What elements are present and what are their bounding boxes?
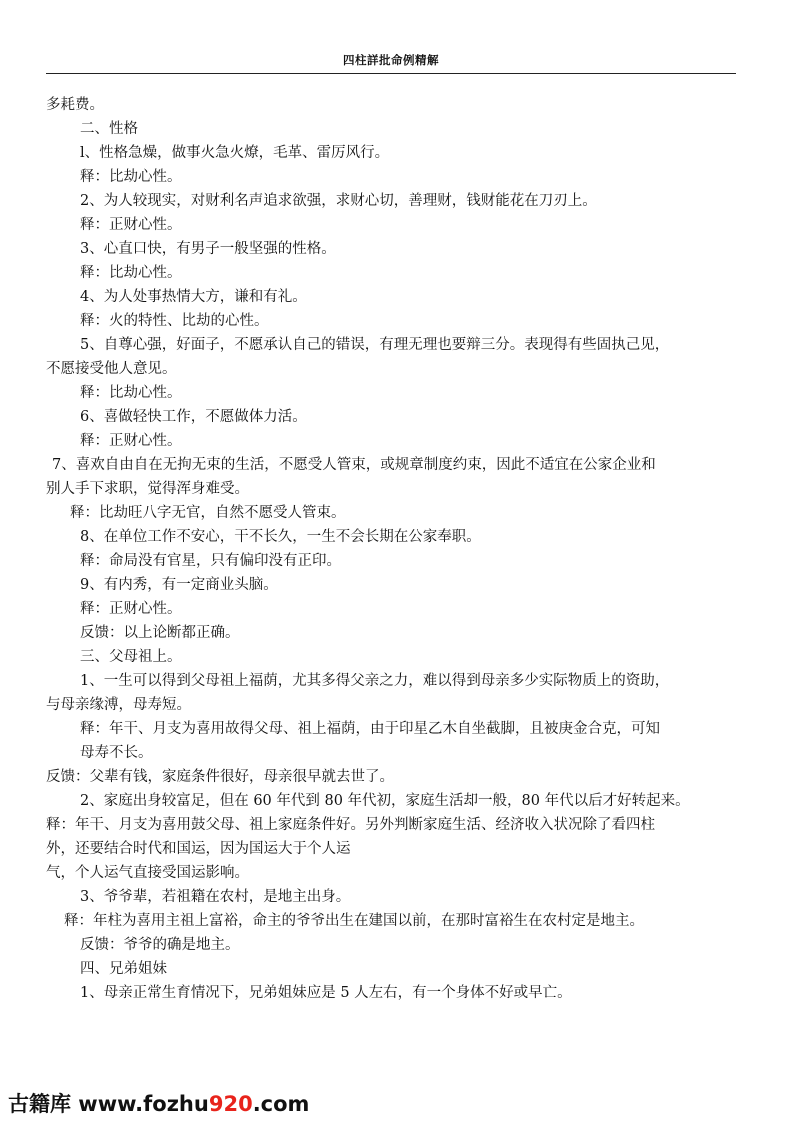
- text-line: 释：正财心性。: [80, 433, 182, 449]
- text-line: 1、一生可以得到父母祖上福荫，尤其多得父亲之力，难以得到母亲多少实际物质上的资助，: [80, 673, 670, 689]
- text-line: 多耗费。: [46, 97, 104, 113]
- text-line: 与母亲缘溥，母寿短。: [46, 697, 191, 713]
- site-watermark: [8, 1088, 308, 1122]
- text-line: 2、为人较现实，对财利名声追求欲强，求财心切，善理财，钱财能花在刀刃上。: [80, 193, 597, 209]
- text-line: 释：比劫心性。: [80, 169, 182, 185]
- text-line: l、性格急燥，做事火急火燎，毛革、雷厉风行。: [80, 145, 390, 161]
- text-line: 反馈：父辈有钱，家庭条件很好，母亲很早就去世了。: [46, 769, 394, 785]
- text-line: 四、兄弟姐妹: [80, 961, 167, 977]
- text-line: 释：比劫心性。: [80, 385, 182, 401]
- text-line: 3、心直口快，有男子一般坚强的性格。: [80, 241, 336, 257]
- text-line: 4、为人处事热情大方，谦和有礼。: [80, 289, 307, 305]
- document-body: [46, 93, 736, 1005]
- text-line: 6、喜做轻快工作，不愿做体力活。: [80, 409, 307, 425]
- text-line: 气，个人运气直接受国运影响。: [46, 865, 249, 881]
- text-line: 7、喜欢自由自在无拘无束的生活，不愿受人管束，或规章制度约束，因此不适宜在公家企业和: [52, 457, 656, 473]
- text-line: 释：正财心性。: [80, 217, 182, 233]
- text-line: 释：比劫旺八字无官，自然不愿受人管束。: [70, 505, 346, 521]
- text-line: 三、父母祖上。: [80, 649, 182, 665]
- watermark-brand: 古籍库: [8, 1092, 71, 1116]
- text-line: 释：年柱为喜用主祖上富裕，命主的爷爷出生在建国以前，在那时富裕生在农村定是地主。: [64, 913, 644, 929]
- text-line: 5、自尊心强，好面子，不愿承认自己的错误，有理无理也要辩三分。表现得有些固执己见，: [80, 337, 670, 353]
- text-line: 反馈：以上论断都正确。: [80, 625, 240, 641]
- text-line: 1、母亲正常生育情况下，兄弟姐妹应是 5 人左右，有一个身体不好或早亡。: [80, 985, 572, 1001]
- text-line: 别人手下求职，觉得浑身难受。: [46, 481, 249, 497]
- text-line: 释：正财心性。: [80, 601, 182, 617]
- text-line: 释：比劫心性。: [80, 265, 182, 281]
- page-header-title: 四柱詳批命例精解: [343, 53, 439, 67]
- text-line: 反馈：爷爷的确是地主。: [80, 937, 240, 953]
- watermark-url-highlight: 920: [208, 1092, 253, 1116]
- watermark-url-suffix: .com: [252, 1092, 310, 1116]
- text-line: 8、在单位工作不安心，干不长久，一生不会长期在公家奉职。: [80, 529, 481, 545]
- text-line: 不愿接受他人意见。: [46, 361, 177, 377]
- text-line: 3、爷爷辈，若祖籍在农村，是地主出身。: [80, 889, 351, 905]
- text-line: 二、性格: [80, 121, 138, 137]
- text-line: 2、家庭出身较富足，但在 60 年代到 80 年代初，家庭生活却一般，80 年代以后才好转起来。: [80, 793, 690, 809]
- text-line: 9、有内秀，有一定商业头脑。: [80, 577, 278, 593]
- text-line: 母寿不长。: [80, 745, 153, 761]
- text-line: 释：年干、月支为喜用鼓父母、祖上家庭条件好。另外判断家庭生活、经济收入状况除了看四柱: [46, 817, 655, 833]
- text-line: 外，还要结合时代和国运，因为国运大于个人运: [46, 841, 351, 857]
- watermark-url-prefix: www.fozhu: [71, 1092, 209, 1116]
- text-line: 释：命局没有官星，只有偏印没有正印。: [80, 553, 341, 569]
- text-line: 释：火的特性、比劫的心性。: [80, 313, 269, 329]
- text-line: 释：年干、月支为喜用故得父母、祖上福荫，由于印星乙木自坐截脚，且被庚金合克，可知: [80, 721, 660, 737]
- header-divider: [46, 73, 736, 74]
